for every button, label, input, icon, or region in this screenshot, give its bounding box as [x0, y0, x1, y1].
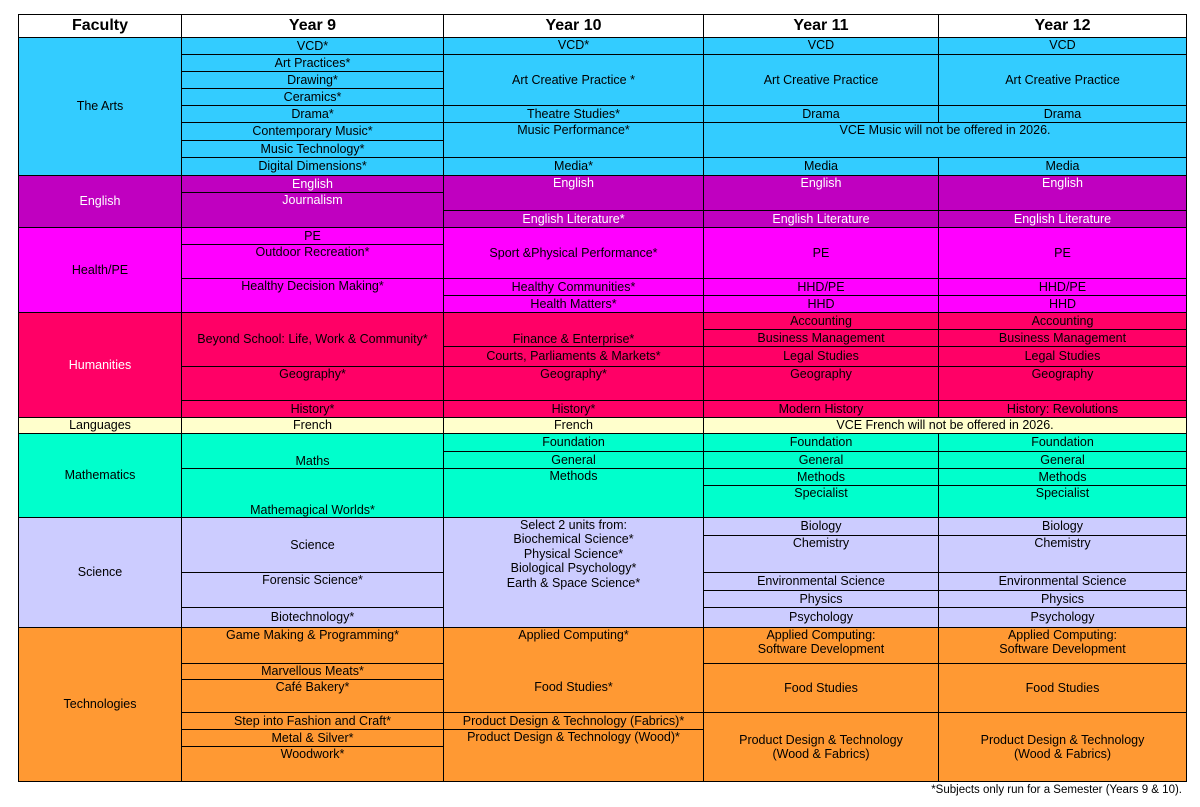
- cell-methods12: Methods: [938, 468, 1187, 486]
- cell-sci10-lines-line: Physical Science*: [523, 546, 624, 561]
- cell-drama9: Drama*: [181, 105, 444, 123]
- faculty-arts: The Arts: [18, 37, 182, 176]
- cell-food-studies10: Food Studies*: [443, 663, 704, 713]
- cell-music-performance: Music Performance*: [443, 122, 704, 158]
- cell-vcd12: VCD: [938, 37, 1187, 55]
- cell-vcd11: VCD: [703, 37, 939, 55]
- cell-applied-computing12-line: Applied Computing:: [1007, 628, 1118, 642]
- cell-foundation11: Foundation: [703, 433, 939, 452]
- cell-history9: History*: [181, 400, 444, 418]
- cell-pdt12-line: (Wood & Fabrics): [1013, 747, 1111, 761]
- cell-accounting12: Accounting: [938, 312, 1187, 330]
- cell-physics11: Physics: [703, 590, 939, 608]
- cell-sci10-lines-line: Biological Psychology*: [510, 561, 637, 576]
- cell-specialist11: Specialist: [703, 485, 939, 518]
- cell-chemistry12: Chemistry: [938, 535, 1187, 573]
- cell-beyond-school: Beyond School: Life, Work & Community*: [181, 312, 444, 367]
- cell-biology11: Biology: [703, 517, 939, 536]
- cell-hhdpe11: HHD/PE: [703, 278, 939, 296]
- cell-english-lit12: English Literature: [938, 210, 1187, 228]
- cell-english9: English: [181, 175, 444, 193]
- header-year-10: Year 10: [443, 14, 704, 38]
- cell-sci10-lines-line: Earth & Space Science*: [506, 575, 641, 590]
- cell-digital-dimensions: Digital Dimensions*: [181, 157, 444, 176]
- cell-forensic: Forensic Science*: [181, 572, 444, 608]
- cell-general11: General: [703, 451, 939, 469]
- cell-media10: Media*: [443, 157, 704, 176]
- cell-biology12: Biology: [938, 517, 1187, 536]
- cell-environmental11: Environmental Science: [703, 572, 939, 591]
- cell-theatre-studies: Theatre Studies*: [443, 105, 704, 123]
- cell-geography9: Geography*: [181, 366, 444, 401]
- cell-media12: Media: [938, 157, 1187, 176]
- cell-pdt12-line: Product Design & Technology: [980, 732, 1145, 747]
- faculty-english: English: [18, 175, 182, 228]
- cell-applied-computing11-line: Software Development: [757, 642, 885, 657]
- cell-pdt12: [938, 712, 1187, 782]
- cell-music-note: VCE Music will not be offered in 2026.: [703, 122, 1187, 158]
- cell-art-creative-practice11: Art Creative Practice: [703, 54, 939, 106]
- cell-geography10: Geography*: [443, 366, 704, 401]
- cell-pe11: PE: [703, 227, 939, 279]
- cell-english12: English: [938, 175, 1187, 211]
- cell-art-practices: Art Practices*: [181, 54, 444, 72]
- cell-finance-enterprise: Finance & Enterprise*: [443, 312, 704, 347]
- cell-healthy-decision: Healthy Decision Making*: [181, 278, 444, 313]
- cell-courts: Courts, Parliaments & Markets*: [443, 346, 704, 367]
- cell-maths9: Maths: [181, 433, 444, 469]
- cell-sci10-lines: [443, 517, 704, 628]
- faculty-tech: Technologies: [18, 627, 182, 782]
- cell-pdt11-line: Product Design & Technology: [739, 732, 903, 747]
- cell-english-lit10: English Literature*: [443, 210, 704, 228]
- cell-applied-computing11-line: Applied Computing:: [766, 628, 876, 642]
- header-year-9: Year 9: [181, 14, 444, 38]
- cell-hhd12: HHD: [938, 295, 1187, 313]
- cell-foundation12: Foundation: [938, 433, 1187, 452]
- cell-music-technology: Music Technology*: [181, 140, 444, 158]
- cell-game-making: Game Making & Programming*: [181, 627, 444, 664]
- cell-science9: Science: [181, 517, 444, 573]
- cell-ceramics: Ceramics*: [181, 88, 444, 106]
- cell-drama12: Drama: [938, 105, 1187, 123]
- cell-english11: English: [703, 175, 939, 211]
- cell-legal11: Legal Studies: [703, 346, 939, 367]
- cell-chemistry11: Chemistry: [703, 535, 939, 573]
- cell-environmental12: Environmental Science: [938, 572, 1187, 591]
- cell-pdt11: [703, 712, 939, 782]
- cell-fashion-craft: Step into Fashion and Craft*: [181, 712, 444, 730]
- cell-methods11: Methods: [703, 468, 939, 486]
- cell-healthy-communities: Healthy Communities*: [443, 278, 704, 296]
- header-year-11: Year 11: [703, 14, 939, 38]
- header-year-12: Year 12: [938, 14, 1187, 38]
- cell-contemporary-music: Contemporary Music*: [181, 122, 444, 141]
- cell-journalism: Journalism: [181, 192, 444, 228]
- cell-metal-silver: Metal & Silver*: [181, 729, 444, 747]
- faculty-science: Science: [18, 517, 182, 628]
- cell-general12: General: [938, 451, 1187, 469]
- cell-vcd10: VCD*: [443, 37, 704, 55]
- cell-food-studies11: Food Studies: [703, 663, 939, 713]
- cell-french-note: VCE French will not be offered in 2026.: [703, 417, 1187, 434]
- cell-pdt-fabrics10: Product Design & Technology (Fabrics)*: [443, 712, 704, 730]
- cell-mathemagical: Mathemagical Worlds*: [181, 468, 444, 518]
- cell-pdt-wood10: Product Design & Technology (Wood)*: [443, 729, 704, 782]
- cell-legal12: Legal Studies: [938, 346, 1187, 367]
- cell-history10: History*: [443, 400, 704, 418]
- cell-hhdpe12: HHD/PE: [938, 278, 1187, 296]
- cell-applied-computing12-line: Software Development: [999, 642, 1126, 657]
- cell-sport-performance: Sport &Physical Performance*: [443, 227, 704, 279]
- cell-general10: General: [443, 451, 704, 469]
- cell-biotechnology: Biotechnology*: [181, 607, 444, 628]
- cell-methods10: Methods: [443, 468, 704, 518]
- faculty-maths: Mathematics: [18, 433, 182, 518]
- cell-art-creative-practice10: Art Creative Practice *: [443, 54, 704, 106]
- footnote: *Subjects only run for a Semester (Years 9 & 10).: [931, 784, 1182, 796]
- cell-modern-history: Modern History: [703, 400, 939, 418]
- cell-business11: Business Management: [703, 329, 939, 347]
- cell-french9: French: [181, 417, 444, 434]
- cell-sci10-lines-line: Select 2 units from:: [520, 518, 627, 532]
- cell-sci10-lines-line: Biochemical Science*: [513, 532, 634, 547]
- faculty-languages: Languages: [18, 417, 182, 434]
- cell-geography12: Geography: [938, 366, 1187, 401]
- cell-physics12: Physics: [938, 590, 1187, 608]
- cell-geography11: Geography: [703, 366, 939, 401]
- cell-applied-computing11: [703, 627, 939, 664]
- cell-vcd9: VCD*: [181, 37, 444, 55]
- cell-pe12: PE: [938, 227, 1187, 279]
- cell-pdt11-line: (Wood & Fabrics): [772, 747, 870, 761]
- cell-applied-computing12: [938, 627, 1187, 664]
- cell-psychology11: Psychology: [703, 607, 939, 628]
- header-faculty: Faculty: [18, 14, 182, 38]
- cell-french10: French: [443, 417, 704, 434]
- cell-hhd11: HHD: [703, 295, 939, 313]
- cell-food-studies12: Food Studies: [938, 663, 1187, 713]
- cell-accounting11: Accounting: [703, 312, 939, 330]
- cell-drama11: Drama: [703, 105, 939, 123]
- cell-art-creative-practice12: Art Creative Practice: [938, 54, 1187, 106]
- cell-outdoor-recreation: Outdoor Recreation*: [181, 244, 444, 279]
- faculty-health: Health/PE: [18, 227, 182, 313]
- cell-health-matters: Health Matters*: [443, 295, 704, 313]
- cell-business12: Business Management: [938, 329, 1187, 347]
- cell-specialist12: Specialist: [938, 485, 1187, 518]
- cell-foundation10: Foundation: [443, 433, 704, 452]
- cell-cafe-bakery: Café Bakery*: [181, 679, 444, 713]
- cell-marvellous-meats: Marvellous Meats*: [181, 663, 444, 680]
- faculty-humanities: Humanities: [18, 312, 182, 418]
- cell-history-revolutions: History: Revolutions: [938, 400, 1187, 418]
- cell-drawing: Drawing*: [181, 71, 444, 89]
- cell-english-lit11: English Literature: [703, 210, 939, 228]
- cell-media11: Media: [703, 157, 939, 176]
- cell-psychology12: Psychology: [938, 607, 1187, 628]
- cell-english10: English: [443, 175, 704, 211]
- cell-applied-computing10: Applied Computing*: [443, 627, 704, 663]
- cell-pe9: PE: [181, 227, 444, 245]
- cell-woodwork: Woodwork*: [181, 746, 444, 782]
